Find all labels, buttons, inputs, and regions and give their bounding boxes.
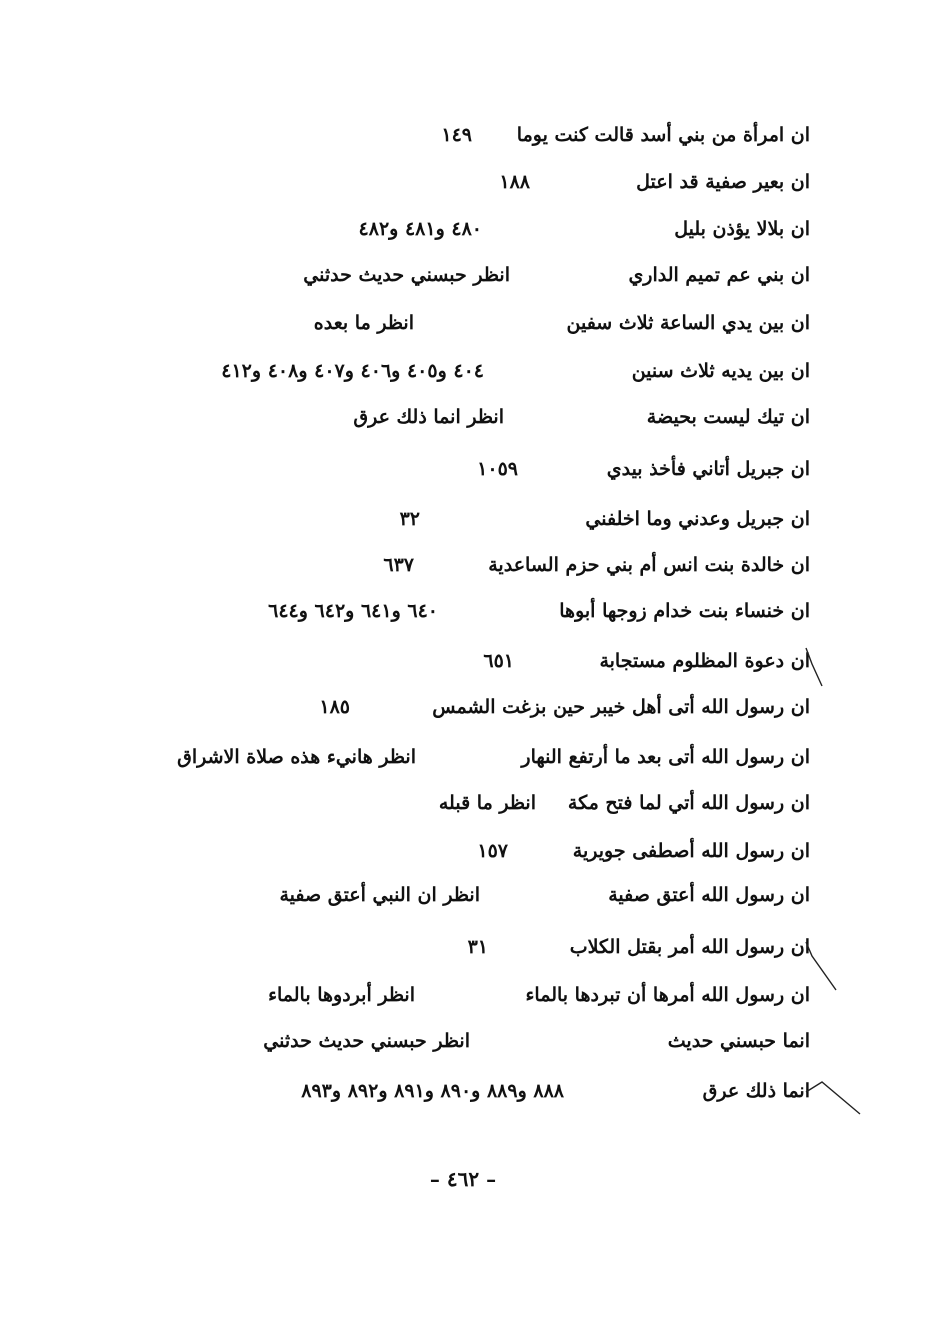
entry-lemma: ان رسول الله أتى أهل خيبر حين بزغت الشمس: [432, 696, 810, 718]
entry-reference: ١٨٨: [499, 171, 530, 193]
entry-reference: ٦٥١: [483, 650, 514, 672]
entry-lemma: ان رسول الله أصطفى جويرية: [572, 840, 810, 862]
entry-lemma: ان دعوة المظلوم مستجابة: [599, 650, 810, 672]
entry-reference: ٦٣٧: [383, 554, 414, 576]
entry-reference: انظر ما قبله: [438, 792, 536, 814]
annotation-stroke: [806, 648, 822, 686]
entry-lemma: ان خالدة بنت انس أم بني حزم الساعدية: [488, 554, 810, 576]
entry-reference: ٤٠٤ و٤٠٥ و٤٠٦ و٤٠٧ و٤٠٨ و٤١٢: [221, 360, 484, 382]
entry-lemma: ان رسول الله أعتق صفية: [608, 884, 810, 906]
entry-reference: ٣١: [467, 936, 488, 958]
annotation-stroke: [806, 1082, 860, 1114]
entry-lemma: ان بعير صفية قد اعتل: [636, 171, 810, 193]
entry-reference: انظر انما ذلك عرق: [353, 406, 504, 428]
entry-lemma: ان رسول الله أمر بقتل الكلاب: [569, 936, 810, 958]
entry-reference: ٤٨٠ و٤٨١ و٤٨٢: [358, 218, 482, 240]
entry-lemma: ان بين يدي الساعة ثلاث سفين: [566, 312, 810, 334]
entry-lemma: ان جبريل أتاني فأخذ بيدي: [606, 458, 810, 480]
entry-lemma: ان امرأة من بني أسد قالت كنت يوما: [516, 124, 810, 146]
entry-lemma: ان رسول الله أتي لما فتح مكة: [567, 792, 810, 814]
entry-reference: ٦٤٠ و٦٤١ و٦٤٢ و٦٤٤: [268, 600, 438, 622]
page-number: – ٤٦٢ –: [429, 1167, 497, 1191]
entry-reference: ١٥٧: [477, 840, 508, 862]
entry-lemma: ان بني عم تميم الداري: [628, 264, 810, 286]
entry-reference: انظر هانيء هذه صلاة الاشراق: [177, 746, 416, 768]
entry-lemma: ان رسول الله أتى بعد ما أرتفع النهار: [521, 746, 810, 768]
entry-lemma: ان جبريل وعدني وما اخلفني: [585, 508, 810, 530]
entry-reference: انظر ما بعده: [313, 312, 414, 334]
entry-reference: ٣٢: [399, 508, 420, 530]
entry-reference: انظر حبسني حديث حدثني: [263, 1030, 470, 1052]
entry-reference: انظر حبسني حديث حدثني: [303, 264, 510, 286]
entry-lemma: ان رسول الله أمرها أن تبردها بالماء: [525, 984, 810, 1006]
entry-lemma: ان خنساء بنت خدام زوجها أبوها: [559, 600, 810, 622]
entry-lemma: ان بين يديه ثلاث سنين: [631, 360, 810, 382]
entry-reference: انظر ان النبي أعتق صفية: [279, 884, 480, 906]
entry-reference: ١٤٩: [441, 124, 472, 146]
entry-reference: ٨٨٨ و٨٨٩ و٨٩٠ و٨٩١ و٨٩٢ و٨٩٣: [301, 1080, 564, 1102]
entry-lemma: ان تيك ليست بحيضة: [646, 406, 810, 428]
annotation-stroke: [806, 942, 836, 990]
entry-lemma: ان بلالا يؤذن بليل: [674, 218, 810, 240]
entry-reference: انظر أبردوها بالماء: [268, 984, 415, 1006]
entry-reference: ١٨٥: [319, 696, 350, 718]
entry-lemma: انما حبسني حديث: [667, 1030, 810, 1052]
entry-lemma: انما ذلك عرق: [702, 1080, 810, 1102]
entry-reference: ١٠٥٩: [477, 458, 518, 480]
